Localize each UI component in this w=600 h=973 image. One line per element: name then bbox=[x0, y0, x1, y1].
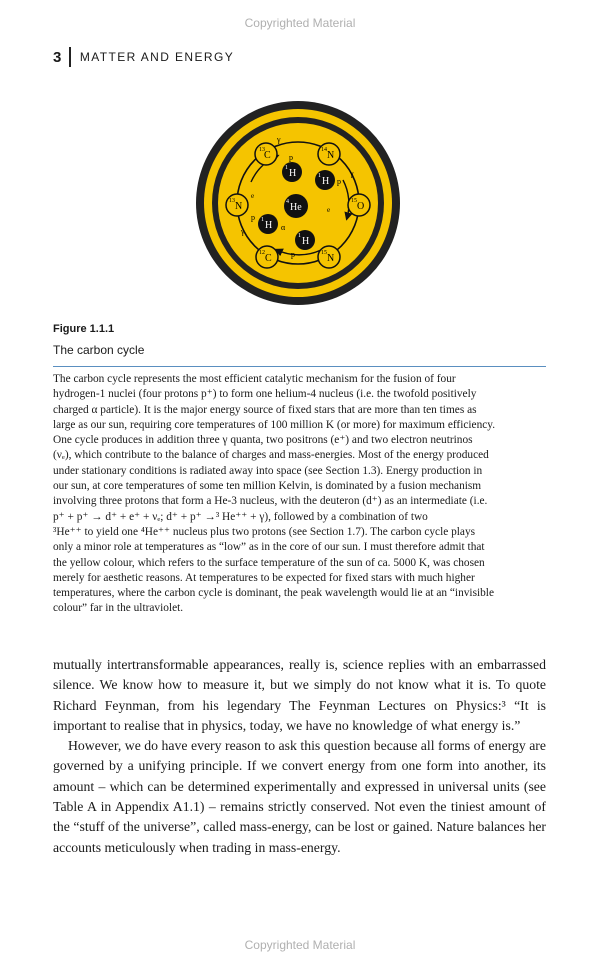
caption-line: charged α particle). It is the major energy source of fixed stars that are more than ten times as bbox=[53, 403, 477, 416]
caption-line: ³He⁺⁺ to yield one ⁴He⁺⁺ nucleus plus two protons (see Section 1.7). The carbon cycle plays bbox=[53, 525, 476, 538]
hydrogen-nucleus-right bbox=[315, 170, 335, 190]
caption-line: the yellow colour, which refers to the surface temperature of the sun of ca. 5000 K, was chosen bbox=[53, 556, 485, 569]
nucleus-c12-symbol: C bbox=[265, 253, 272, 264]
running-head-divider bbox=[69, 47, 71, 67]
carbon-cycle-diagram bbox=[195, 100, 401, 306]
nucleus-c13 bbox=[255, 143, 277, 165]
svg-text:H: H bbox=[302, 236, 310, 247]
hydrogen-nucleus-left bbox=[258, 214, 278, 234]
figure-label: Figure 1.1.1 bbox=[53, 323, 115, 335]
chapter-number: 3 bbox=[53, 48, 62, 66]
body-paragraph: mutually intertransformable appearances, really is, science replies with an embarrassed silence. We know how to measure it, but we simply do not know what it is. To quote Richard Feynman, from his legendary The Feynman Lectures on Physics:³ “It is important to realise that in physics, today, we have no knowledge of what energy is.” bbox=[53, 657, 546, 733]
nucleus-n15-symbol: N bbox=[327, 253, 335, 264]
hydrogen-nucleus-bottom bbox=[295, 230, 315, 250]
chapter-title: MATTER AND ENERGY bbox=[79, 50, 235, 64]
nucleus-n13 bbox=[226, 194, 248, 216]
caption-line: One cycle produces in addition three γ quanta, two positrons (e⁺) and two electron neutrinos bbox=[53, 434, 473, 447]
helium-nucleus bbox=[284, 194, 308, 218]
nucleus-n15-mass: 15 bbox=[321, 250, 327, 256]
caption-line: under stationary conditions is radiated away into space (see Section 1.3). Energy production in bbox=[53, 464, 483, 477]
svg-text:1: 1 bbox=[285, 165, 288, 171]
copyright-watermark-bottom: Copyrighted Material bbox=[244, 938, 356, 952]
svg-text:4: 4 bbox=[286, 199, 289, 205]
caption-line: p⁺ + p⁺ → d⁺ + e⁺ + νₑ; d⁺ + p⁺ →³ He⁺⁺ + γ), followed by a combination of two bbox=[53, 510, 428, 523]
nucleus-o15-symbol: O bbox=[357, 201, 365, 212]
figure-title: The carbon cycle bbox=[53, 343, 145, 357]
alpha-label: α bbox=[281, 223, 286, 232]
svg-text:1: 1 bbox=[298, 233, 301, 239]
nucleus-n14 bbox=[318, 143, 340, 165]
caption-line: The carbon cycle represents the most efficient catalytic mechanism for the fusion of four bbox=[53, 373, 456, 385]
nucleus-n13-symbol: N bbox=[235, 201, 243, 212]
svg-text:1: 1 bbox=[261, 217, 264, 223]
caption-line: temperatures, where the carbon cycle is dominant, the peak wavelength would lie at an “invisible bbox=[53, 587, 494, 600]
nucleus-n13-mass: 13 bbox=[229, 198, 235, 204]
nucleus-c12-mass: 12 bbox=[259, 250, 265, 256]
nucleus-o15 bbox=[348, 194, 370, 216]
caption-line: colour” far in the ultraviolet. bbox=[53, 602, 184, 615]
body-paragraph: However, we do have every reason to ask this question because all forms of energy are governed by a unifying principle. If we convert energy from one form into another, its amount – which can be determined experimentally and expressed in universal units (see Table A in Appendix A1.1) – remains strictly conserved. Not even the tiniest amount of the “stuff of the universe”, called mass-energy, can be lost or gained. Nature balances her accounts meticulously when trading in mass-energy. bbox=[53, 738, 546, 855]
svg-text:H: H bbox=[289, 168, 297, 179]
proton-label: p bbox=[291, 250, 295, 259]
hydrogen-nucleus-top bbox=[282, 162, 302, 182]
caption-line: our sun, at core temperatures of some ten million Kelvin, is dominated by a fusion mechanism bbox=[53, 480, 482, 493]
body-text bbox=[53, 655, 546, 858]
proton-label: p bbox=[337, 177, 341, 186]
svg-text:1: 1 bbox=[318, 173, 321, 179]
proton-label: p bbox=[289, 153, 293, 162]
caption-line: large as our sun, requiring core temperatures of 100 million K (or more) for maximum efficiency. bbox=[53, 418, 496, 431]
nucleus-c13-mass: 13 bbox=[259, 147, 265, 153]
nucleus-c12 bbox=[256, 246, 278, 268]
copyright-watermark-top: Copyrighted Material bbox=[244, 16, 356, 30]
figure-caption bbox=[53, 372, 546, 617]
positron-neutrino-label: e bbox=[251, 192, 255, 200]
svg-text:H: H bbox=[322, 176, 330, 187]
caption-line: hydrogen-1 nuclei (four protons p⁺) to form one helium-4 nucleus (i.e. the twofold positively bbox=[53, 388, 477, 401]
caption-line: merely for aesthetic reasons. At temperatures to be expected for fixed stars with much higher bbox=[53, 571, 475, 584]
positron-neutrino-label: e bbox=[327, 206, 331, 214]
nucleus-c13-symbol: C bbox=[264, 150, 271, 161]
svg-text:H: H bbox=[265, 220, 273, 231]
figure-caption-rule bbox=[53, 366, 546, 367]
carbon-cycle-figure bbox=[195, 100, 401, 306]
gamma-label: γ bbox=[277, 135, 281, 144]
nucleus-o15-mass: 15 bbox=[351, 198, 357, 204]
running-head bbox=[53, 47, 234, 67]
svg-text:He: He bbox=[290, 202, 302, 213]
caption-line: (νₑ), which contribute to the balance of charges and mass-energies. Most of the energy produced bbox=[53, 449, 489, 462]
nucleus-n15 bbox=[318, 246, 340, 268]
gamma-label: γ bbox=[241, 227, 245, 236]
gamma-label: γ bbox=[350, 169, 354, 178]
nucleus-n14-mass: 14 bbox=[321, 147, 327, 153]
caption-line: involving three protons that form a He-3 nucleus, with the deuteron (d⁺) as an intermediate (i.e. bbox=[53, 495, 488, 508]
caption-line: only a minor role at temperatures as “low” as in the core of our sun. I must therefore admit that bbox=[53, 541, 485, 554]
nucleus-n14-symbol: N bbox=[327, 150, 335, 161]
proton-label: p bbox=[251, 213, 255, 222]
